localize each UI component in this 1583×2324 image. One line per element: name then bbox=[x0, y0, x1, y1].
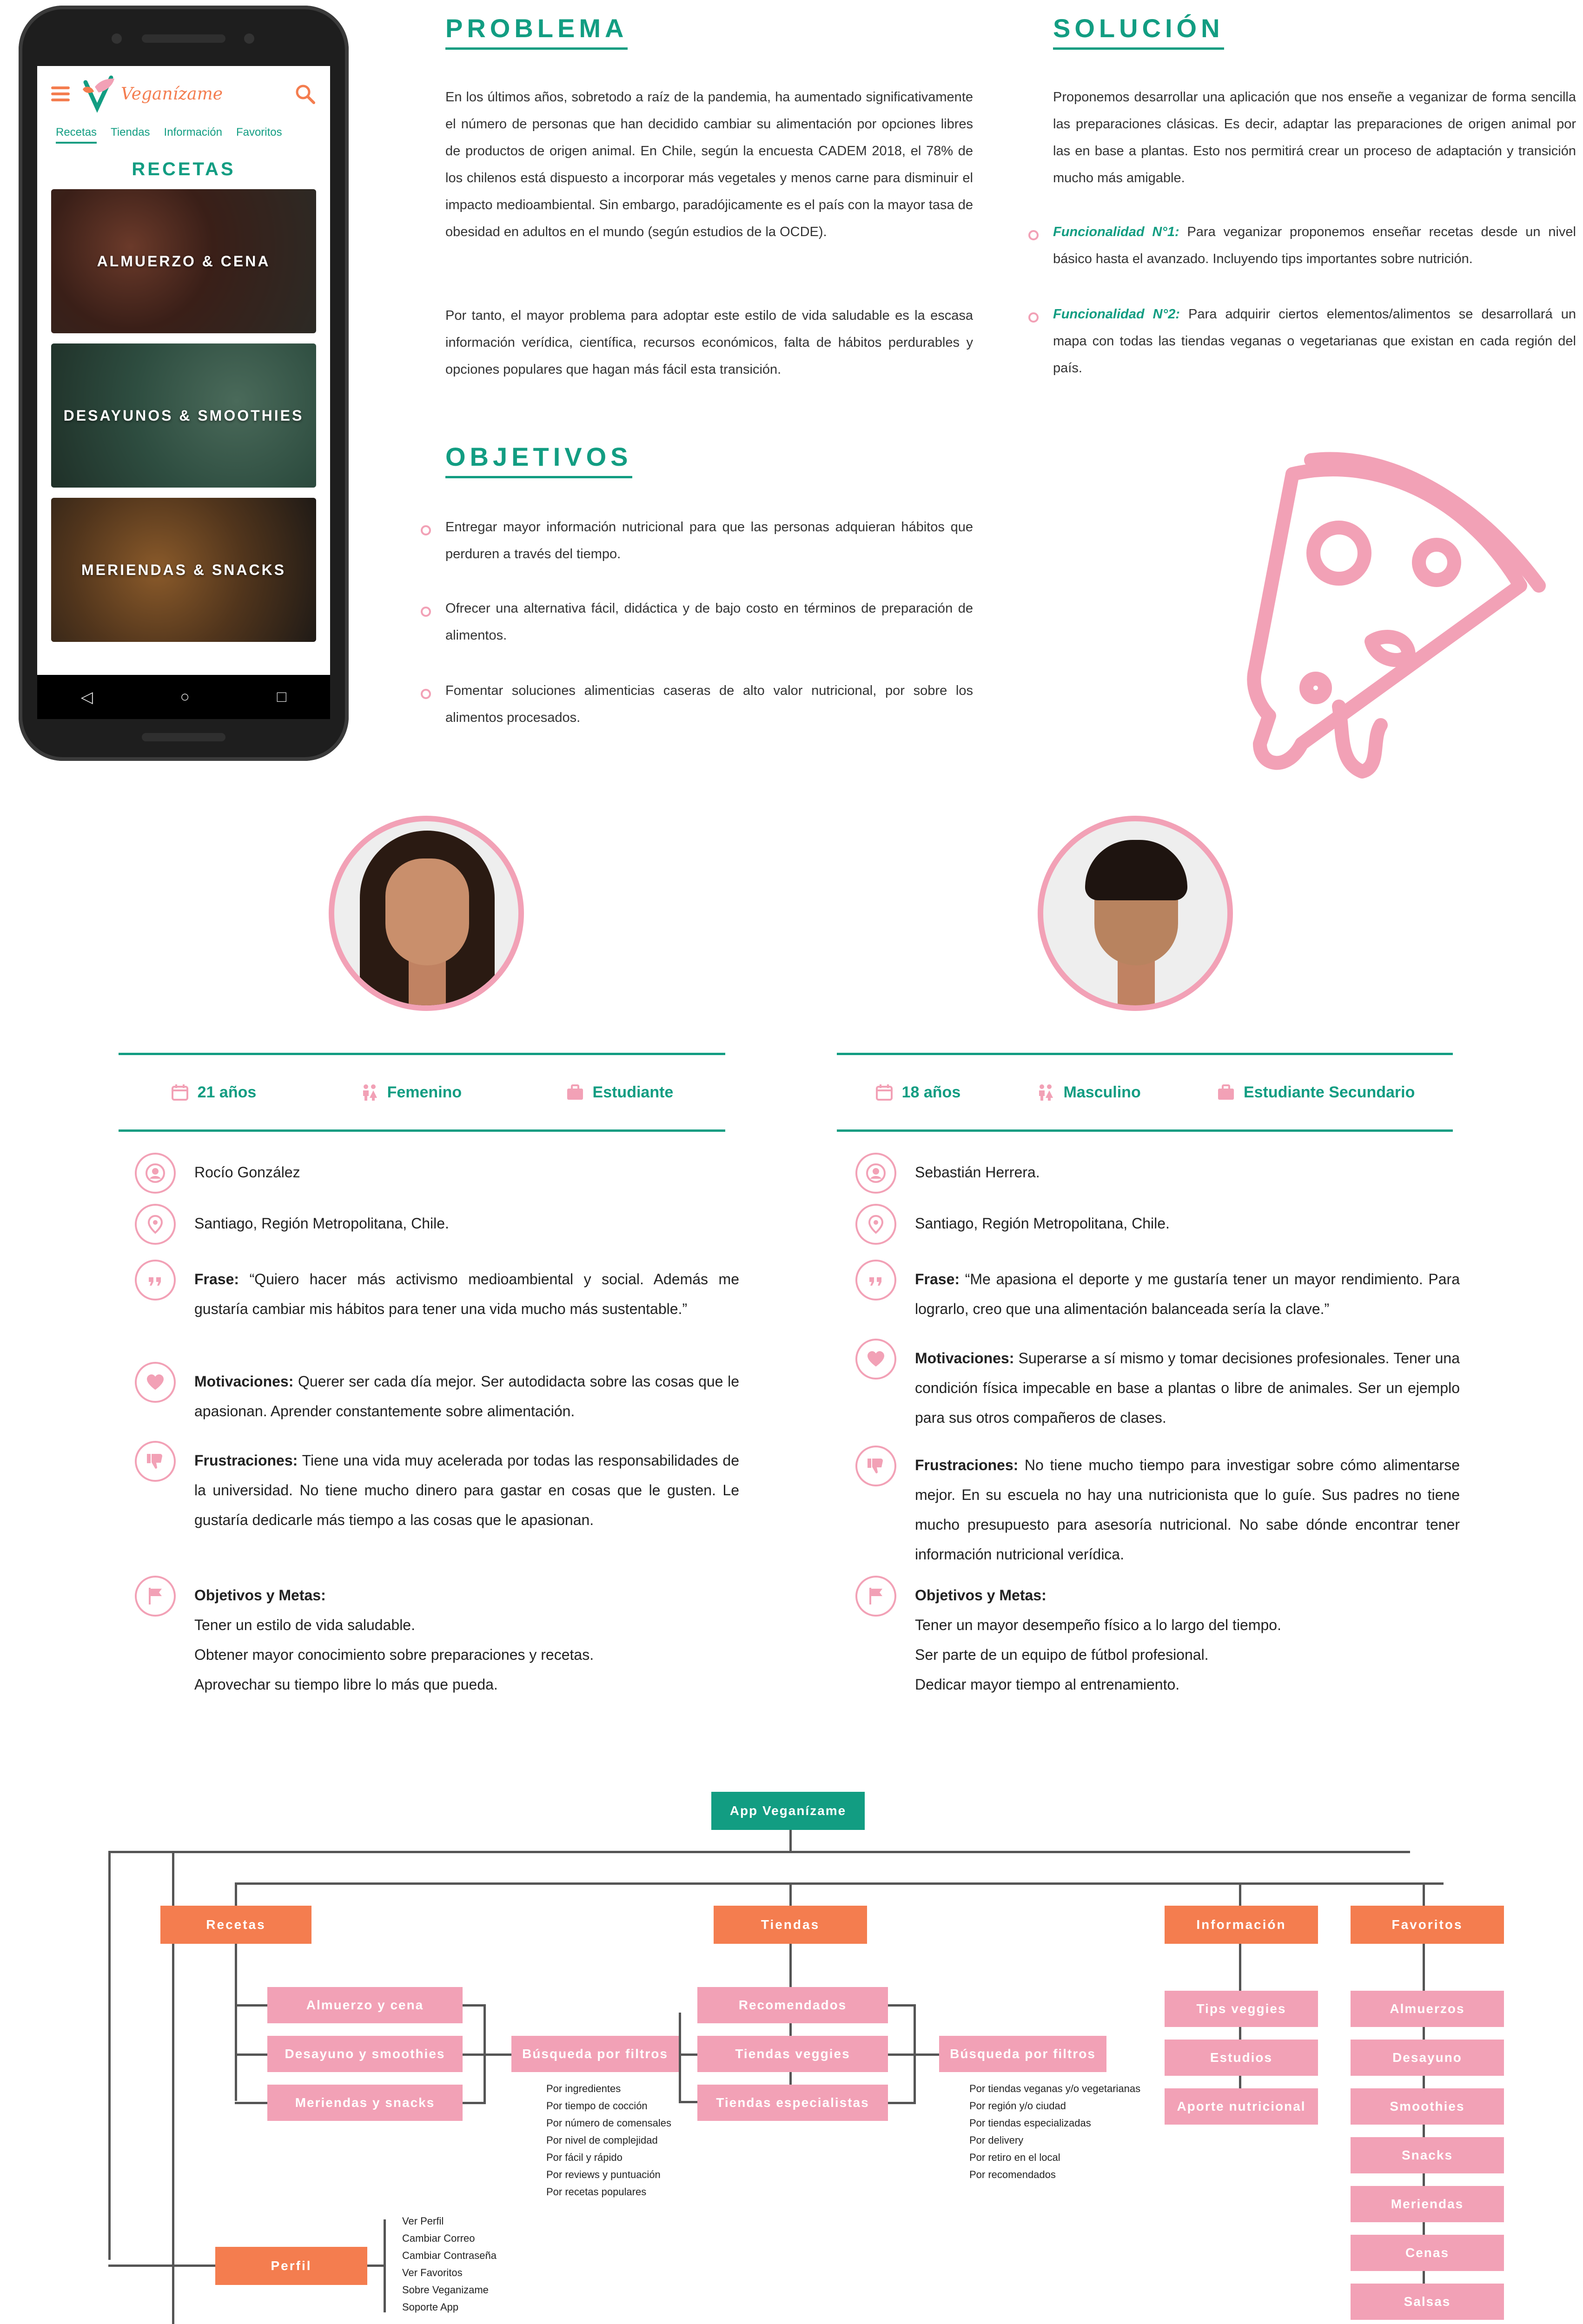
objetivo-item: Ofrecer una alternativa fácil, didáctica y de bajo costo en términos de preparación de alimentos. bbox=[445, 601, 973, 643]
app-header bbox=[37, 66, 330, 122]
heart-icon bbox=[135, 1362, 176, 1403]
sitemap-node: Almuerzos bbox=[1351, 1991, 1504, 2027]
persona-objetivos-row bbox=[855, 1576, 1460, 1699]
sitemap-list-item: Por tiendas especializadas bbox=[969, 2117, 1091, 2129]
objetivos-label: Objetivos y Metas: bbox=[194, 1587, 326, 1604]
tab-favoritos[interactable]: Favoritos bbox=[236, 126, 282, 139]
objetivo-item: Fomentar soluciones alimenticias caseras de alto valor nutricional, por sobre los alimentos procesados. bbox=[445, 683, 973, 725]
sitemap-list-item: Por tiempo de cocción bbox=[546, 2100, 648, 2112]
calendar-icon bbox=[875, 1083, 894, 1102]
sitemap-node: Salsas bbox=[1351, 2284, 1504, 2320]
recipe-card-desayunos[interactable] bbox=[51, 343, 316, 488]
frustraciones-label: Frustraciones: bbox=[915, 1457, 1019, 1473]
persona-location-row bbox=[855, 1204, 1460, 1245]
stat-age bbox=[171, 1083, 257, 1102]
sitemap-list-item: Por tiendas veganas y/o vegetarianas bbox=[969, 2083, 1141, 2094]
recipe-card-label: MERIENDAS & SNACKS bbox=[81, 561, 286, 578]
sitemap-node: Tips veggies bbox=[1165, 1991, 1318, 2027]
sitemap-node: Búsqueda por filtros bbox=[511, 2036, 679, 2072]
home-icon[interactable]: ○ bbox=[180, 688, 190, 706]
persona-avatar-female bbox=[329, 816, 524, 1011]
bullet-dot bbox=[1028, 312, 1039, 323]
logo-text: Veganízame bbox=[121, 84, 223, 104]
persona-motivaciones bbox=[915, 1339, 1460, 1433]
heart-icon bbox=[855, 1339, 896, 1380]
sitemap-list-item: Cambiar Correo bbox=[402, 2232, 475, 2244]
solucion-text: Proponemos desarrollar una aplicación que nos enseñe a veganizar de forma sencilla las preparaciones clásicas. Es decir, adaptar las preparaciones de origen animal por las en base a plantas. Esto nos permitirá crear un proceso de adaptación y transición mucho más amigable. bbox=[1053, 90, 1576, 185]
persona-frustraciones bbox=[194, 1441, 739, 1535]
sitemap-list-item: Por retiro en el local bbox=[969, 2152, 1060, 2163]
objetivos-title: OBJETIVOS bbox=[445, 442, 632, 471]
sitemap-list-item: Ver Perfil bbox=[402, 2215, 444, 2227]
frase-label: Frase: bbox=[194, 1271, 239, 1287]
gender-icon bbox=[360, 1083, 379, 1102]
phone-sensor bbox=[244, 33, 254, 44]
recipe-card-meriendas[interactable] bbox=[51, 498, 316, 642]
persona-frase bbox=[915, 1260, 1460, 1324]
persona-objetivos bbox=[915, 1576, 1281, 1699]
app-screen bbox=[37, 66, 330, 719]
sitemap-tiendas: Tiendas bbox=[714, 1906, 867, 1944]
persona-location: Santiago, Región Metropolitana, Chile. bbox=[194, 1215, 449, 1232]
location-pin-icon bbox=[855, 1204, 896, 1245]
persona-frustraciones-row bbox=[855, 1446, 1460, 1569]
funcionalidad-1-label: Funcionalidad N°1: bbox=[1053, 224, 1179, 239]
sitemap-root: App Veganízame bbox=[711, 1792, 865, 1830]
objetivo-item: Entregar mayor información nutricional para que las personas adquieran hábitos que perduren a través del tiempo. bbox=[445, 520, 973, 561]
persona-name: Rocío González bbox=[194, 1164, 300, 1181]
sitemap-node: Tiendas veggies bbox=[697, 2036, 888, 2072]
stat-occupation-value: Estudiante Secundario bbox=[1243, 1083, 1415, 1101]
sitemap-node: Snacks bbox=[1351, 2137, 1504, 2173]
sitemap-list-item: Por región y/o ciudad bbox=[969, 2100, 1066, 2112]
bullet-dot bbox=[421, 607, 431, 617]
problema-text-2: Por tanto, el mayor problema para adoptar este estilo de vida saludable es la escasa información verídica, científica, recursos económicos, falta de hábitos perdurables y opciones populares que hagan más fácil esta transición. bbox=[445, 308, 973, 377]
persona-frase bbox=[194, 1260, 739, 1324]
sitemap-list-item: Sobre Veganizame bbox=[402, 2284, 489, 2296]
motivaciones-text: Querer ser cada día mejor. Ser autodidacta sobre las cosas que le apasionan. Aprender constantemente sobre alimentación. bbox=[194, 1373, 739, 1419]
stat-occupation-value: Estudiante bbox=[592, 1083, 674, 1101]
tab-tiendas[interactable]: Tiendas bbox=[111, 126, 150, 139]
persona-objetivos bbox=[194, 1576, 594, 1699]
persona-frustraciones-row bbox=[135, 1441, 739, 1535]
objetivo-meta: Aprovechar su tiempo libre lo más que pueda. bbox=[194, 1676, 498, 1693]
persona-name-row bbox=[855, 1153, 1460, 1194]
bullet-dot bbox=[1028, 230, 1039, 240]
user-icon bbox=[855, 1153, 896, 1194]
tab-informacion[interactable]: Información bbox=[164, 126, 222, 139]
recipe-card-label: ALMUERZO & CENA bbox=[97, 252, 271, 270]
sitemap-node: Búsqueda por filtros bbox=[939, 2036, 1106, 2072]
flag-icon bbox=[855, 1576, 896, 1617]
sitemap-list-item: Por ingredientes bbox=[546, 2083, 621, 2094]
phone-grill bbox=[142, 733, 225, 741]
sitemap-node: Estudios bbox=[1165, 2040, 1318, 2076]
app-section-title: RECETAS bbox=[132, 159, 236, 179]
sitemap-list-item: Por reviews y puntuación bbox=[546, 2169, 661, 2180]
flag-icon bbox=[135, 1576, 176, 1617]
menu-icon[interactable] bbox=[51, 86, 70, 101]
app-tabs bbox=[37, 122, 330, 143]
funcionalidad-2 bbox=[1053, 301, 1576, 382]
objetivo-meta: Tener un mayor desempeño físico a lo largo del tiempo. bbox=[915, 1617, 1281, 1633]
motivaciones-text: Superarse a sí mismo y tomar decisiones profesionales. Tener una condición física impecable en base a plantas o libre de animales. Ser un ejemplo para sus otros compañeros de clases. bbox=[915, 1350, 1460, 1426]
search-icon[interactable] bbox=[294, 83, 316, 105]
persona-objetivos-row bbox=[135, 1576, 739, 1699]
sitemap-list-item: Por delivery bbox=[969, 2134, 1024, 2146]
frase-text: “Me apasiona el deporte y me gustaría tener un mayor rendimiento. Para lograrlo, creo que una alimentación balanceada sería la clave.” bbox=[915, 1271, 1460, 1317]
persona-frase-row bbox=[135, 1260, 739, 1324]
sitemap-node: Meriendas y snacks bbox=[267, 2085, 463, 2121]
sitemap-node: Desayuno bbox=[1351, 2040, 1504, 2076]
pizza-icon bbox=[1232, 446, 1557, 795]
persona-name-row bbox=[135, 1153, 739, 1194]
stat-age-value: 21 años bbox=[197, 1083, 257, 1101]
funcionalidad-2-label: Funcionalidad N°2: bbox=[1053, 307, 1180, 322]
persona-name: Sebastián Herrera. bbox=[915, 1164, 1040, 1181]
thumbs-down-icon bbox=[135, 1441, 176, 1482]
back-icon[interactable]: ◁ bbox=[80, 688, 93, 706]
bullet-dot bbox=[421, 525, 431, 535]
recents-icon[interactable]: □ bbox=[277, 688, 287, 706]
frustraciones-text: Tiene una vida muy acelerada por todas las responsabilidades de la universidad. No tiene mucho dinero para gastar en cosas que le gusten. Le gustaría dedicarle más tiempo a las cosas que le apasionan. bbox=[194, 1452, 739, 1528]
objetivo-meta: Dedicar mayor tiempo al entrenamiento. bbox=[915, 1676, 1180, 1693]
phone-camera bbox=[112, 33, 122, 44]
persona-motivaciones-row bbox=[855, 1339, 1460, 1433]
app-logo bbox=[76, 73, 223, 115]
stat-gender bbox=[1036, 1083, 1140, 1102]
funcionalidad-1-text: Para veganizar proponemos enseñar recetas desde un nivel básico hasta el avanzado. Incluyendo tips importantes sobre nutrición. bbox=[1053, 224, 1576, 266]
stat-gender bbox=[360, 1083, 462, 1102]
problema-text-1: En los últimos años, sobretodo a raíz de la pandemia, ha aumentado significativamente el número de personas que han decidido cambiar su alimentación por opciones libres de productos de origen animal. En Chile, según la encuesta CADEM 2018, el 78% de los chilenos está dispuesto a incorporar más vegetales y menos carne para disminuir el impacto medioambiental. Sin embargo, paradójicamente es el país con la mayor tasa de obesidad en adultos en el mundo (según estudios de la OCDE). bbox=[445, 90, 973, 239]
sitemap-node: Meriendas bbox=[1351, 2186, 1504, 2222]
tab-recetas[interactable]: Recetas bbox=[56, 126, 97, 139]
sitemap-favoritos: Favoritos bbox=[1351, 1906, 1504, 1944]
funcionalidad-1 bbox=[1053, 218, 1576, 272]
quote-icon bbox=[135, 1260, 176, 1301]
sitemap-list-item: Soporte App bbox=[402, 2301, 459, 2313]
location-pin-icon bbox=[135, 1204, 176, 1245]
stat-occupation bbox=[566, 1083, 674, 1102]
briefcase-icon bbox=[566, 1083, 584, 1102]
sitemap-list-item: Cambiar Contraseña bbox=[402, 2250, 497, 2261]
gender-icon bbox=[1036, 1083, 1055, 1102]
sitemap-list-item: Por recetas populares bbox=[546, 2186, 647, 2198]
stat-occupation bbox=[1217, 1083, 1415, 1102]
stat-gender-value: Femenino bbox=[387, 1083, 462, 1101]
sitemap-list-item: Por nivel de complejidad bbox=[546, 2134, 658, 2146]
frustraciones-text: No tiene mucho tiempo para investigar sobre cómo alimentarse mejor. En su escuela no hay una nutricionista que lo guíe. Sus padres no tiene mucho presupuesto para asesoría nutricional. No sabe dónde encontrar tener información nutricional verídica. bbox=[915, 1457, 1460, 1563]
sitemap-node: Aporte nutricional bbox=[1165, 2088, 1318, 2125]
user-icon bbox=[135, 1153, 176, 1194]
sitemap-node: Cenas bbox=[1351, 2235, 1504, 2271]
sitemap-list bbox=[969, 2080, 1140, 2183]
frustraciones-label: Frustraciones: bbox=[194, 1452, 298, 1469]
persona-avatar-male bbox=[1038, 816, 1233, 1011]
sitemap-node: Tiendas especialistas bbox=[697, 2085, 888, 2121]
sitemap-list bbox=[402, 2212, 497, 2316]
android-nav-bar bbox=[37, 675, 330, 719]
sitemap-list bbox=[546, 2080, 671, 2200]
sitemap-list-item: Por fácil y rápido bbox=[546, 2152, 623, 2163]
recipe-card-almuerzo[interactable] bbox=[51, 189, 316, 333]
persona-motivaciones-row bbox=[135, 1362, 739, 1426]
persona-frase-row bbox=[855, 1260, 1460, 1324]
problema-title: PROBLEMA bbox=[445, 13, 628, 43]
objetivo-meta: Ser parte de un equipo de fútbol profesional. bbox=[915, 1646, 1209, 1663]
sitemap-node: Almuerzo y cena bbox=[267, 1987, 463, 2023]
sitemap-node: Recomendados bbox=[697, 1987, 888, 2023]
phone-speaker bbox=[142, 34, 225, 43]
sitemap-informacion: Información bbox=[1165, 1906, 1318, 1944]
sitemap-node: Desayuno y smoothies bbox=[267, 2036, 463, 2072]
stat-age-value: 18 años bbox=[901, 1083, 961, 1101]
sitemap-node: Smoothies bbox=[1351, 2088, 1504, 2125]
quote-icon bbox=[855, 1260, 896, 1301]
persona-frustraciones bbox=[915, 1446, 1460, 1569]
objetivo-meta: Tener un estilo de vida saludable. bbox=[194, 1617, 415, 1633]
sitemap-recetas: Recetas bbox=[160, 1906, 311, 1944]
leaf-logo-icon bbox=[76, 73, 118, 115]
frase-text: “Quiero hacer más activismo medioambiental y social. Además me gustaría cambiar mis hábitos para tener una vida mucho más sustentable.” bbox=[194, 1271, 739, 1317]
persona-stats-bar bbox=[837, 1053, 1453, 1132]
sitemap-list-item: Por recomendados bbox=[969, 2169, 1056, 2180]
persona-motivaciones bbox=[194, 1362, 739, 1426]
stat-age bbox=[875, 1083, 961, 1102]
sitemap-list-item: Por número de comensales bbox=[546, 2117, 672, 2129]
solucion-title: SOLUCIÓN bbox=[1053, 13, 1224, 43]
phone-mockup bbox=[19, 6, 349, 761]
recipe-card-label: DESAYUNOS & SMOOTHIES bbox=[63, 407, 304, 424]
persona-location: Santiago, Región Metropolitana, Chile. bbox=[915, 1215, 1170, 1232]
persona-location-row bbox=[135, 1204, 739, 1245]
stat-gender-value: Masculino bbox=[1063, 1083, 1141, 1101]
bullet-dot bbox=[421, 689, 431, 699]
motivaciones-label: Motivaciones: bbox=[194, 1373, 294, 1390]
objetivo-meta: Obtener mayor conocimiento sobre preparaciones y recetas. bbox=[194, 1646, 594, 1663]
sitemap-perfil: Perfil bbox=[215, 2247, 367, 2285]
motivaciones-label: Motivaciones: bbox=[915, 1350, 1014, 1367]
frase-label: Frase: bbox=[915, 1271, 960, 1287]
funcionalidad-2-text: Para adquirir ciertos elementos/alimentos se desarrollará un mapa con todas las tiendas veganas o vegetarianas que existan en cada región del país. bbox=[1053, 307, 1576, 376]
persona-stats-bar bbox=[119, 1053, 725, 1132]
calendar-icon bbox=[171, 1083, 189, 1102]
sitemap-list-item: Ver Favoritos bbox=[402, 2267, 463, 2278]
objetivos-label: Objetivos y Metas: bbox=[915, 1587, 1047, 1604]
briefcase-icon bbox=[1217, 1083, 1235, 1102]
thumbs-down-icon bbox=[855, 1446, 896, 1486]
